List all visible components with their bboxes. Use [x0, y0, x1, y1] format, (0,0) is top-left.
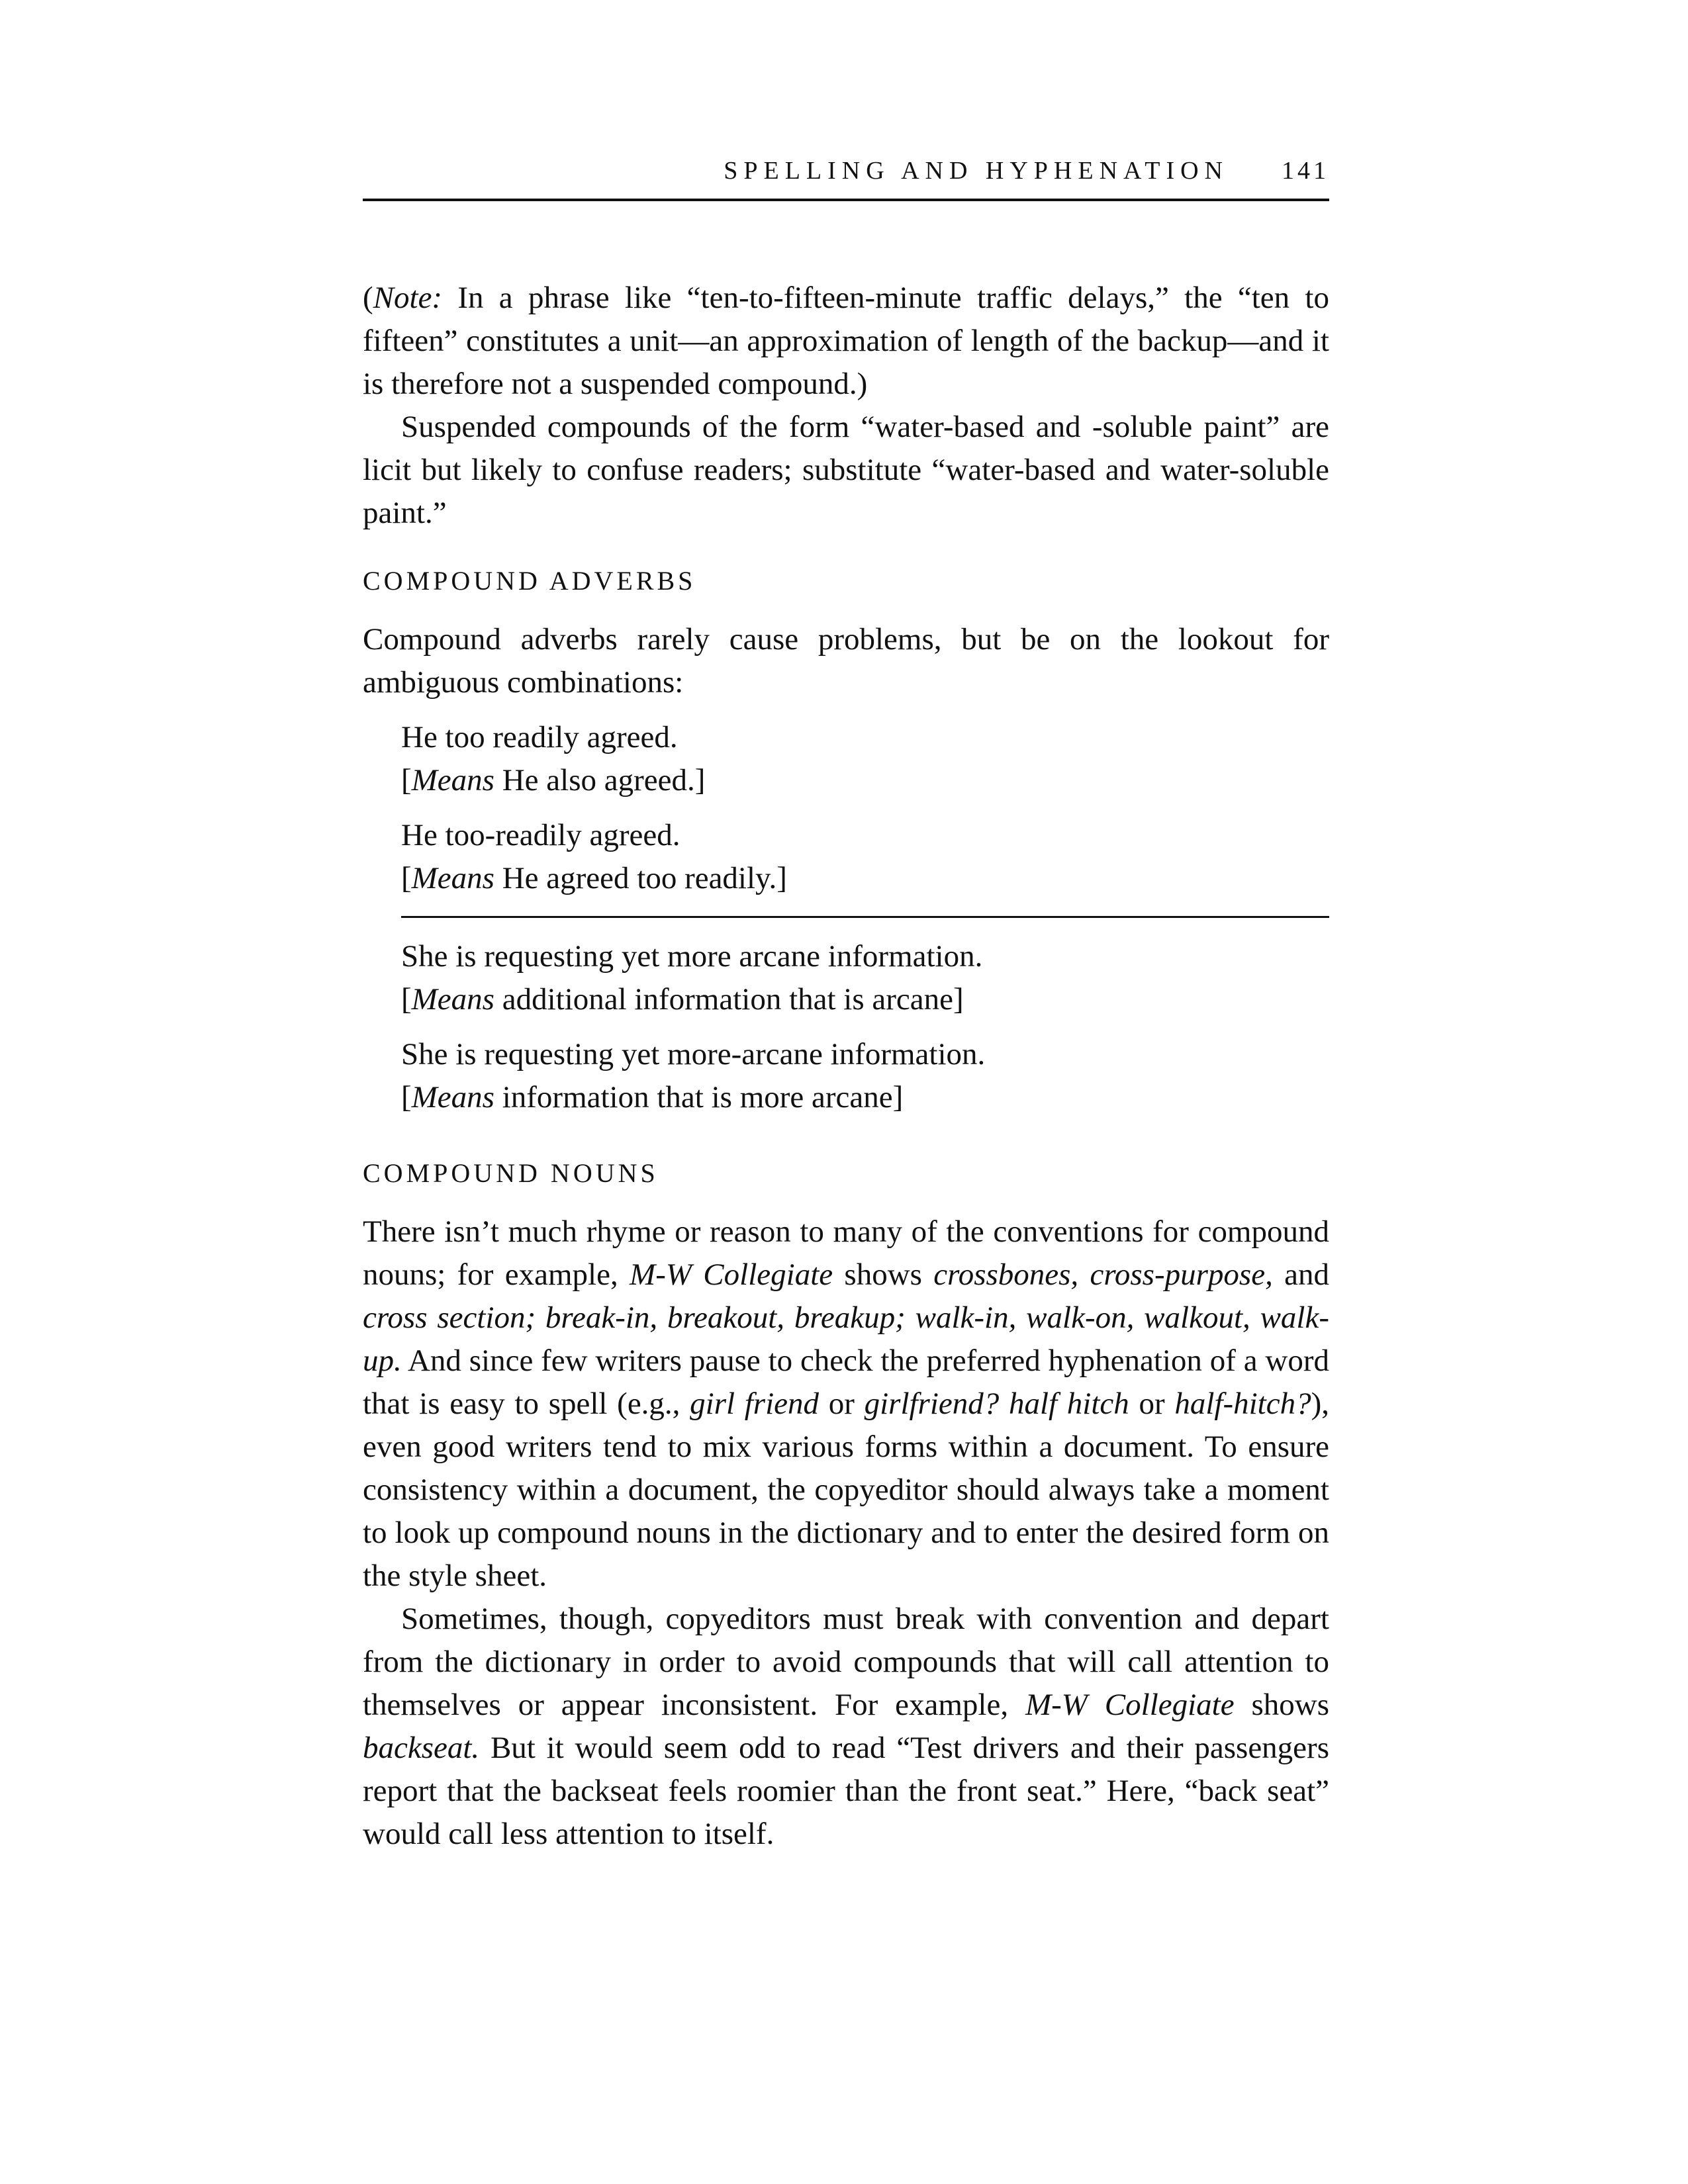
- section-heading-compound-nouns: COMPOUND NOUNS: [363, 1158, 659, 1188]
- nouns-paragraph-1: There isn’t much rhyme or reason to many of the conventions for compound nouns; for example, M-W Collegiate shows crossbones, cross-purpose, and cross section; break-in, breakout, breakup; walk-in, walk-on, walkout, walk-up. And since few writers pause to check the preferred hyphenation of a word that is easy to spell (e.g., girl friend or girlfriend? half hitch or half-hitch?), even good writers tend to mix various forms within a document. To ensure consistency within a document, the copyeditor should always take a moment to look up compound nouns in the dictionary and to enter the desired form on the style sheet.: [363, 1214, 1329, 1593]
- note-paragraph: (Note: In a phrase like “ten-to-fifteen-minute traffic delays,” the “ten to fifteen” constitutes a unit—an approximation of length of the backup—and it is therefore not a suspended compound.): [363, 281, 1329, 401]
- example-meaning: [Means information that is more arcane]: [401, 1080, 904, 1115]
- page-number: 141: [1282, 157, 1329, 185]
- section-heading-compound-adverbs: COMPOUND ADVERBS: [363, 566, 696, 596]
- example-divider-rule: [401, 916, 1329, 918]
- example-group: [363, 935, 1329, 1021]
- note-label: Note:: [373, 281, 443, 315]
- header-rule: [363, 199, 1329, 201]
- example-sentence: She is requesting yet more arcane information.: [401, 939, 983, 974]
- example-group: [363, 814, 1329, 900]
- body-text: [363, 277, 1329, 1856]
- example-sentence: He too-readily agreed.: [401, 818, 680, 852]
- example-sentence: She is requesting yet more-arcane information.: [401, 1037, 986, 1071]
- suspended-compounds-paragraph: Suspended compounds of the form “water-based and -soluble paint” are licit but likely to confuse readers; substitute “water-based and water-soluble paint.”: [363, 410, 1329, 530]
- example-group: [363, 1033, 1329, 1119]
- example-meaning: [Means He agreed too readily.]: [401, 861, 787, 895]
- adverbs-intro-paragraph: Compound adverbs rarely cause problems, but be on the lookout for ambiguous combinations:: [363, 622, 1329, 700]
- example-meaning: [Means additional information that is arcane]: [401, 982, 964, 1017]
- example-sentence: He too readily agreed.: [401, 720, 678, 754]
- running-head: [724, 156, 1329, 185]
- nouns-paragraph-2: Sometimes, though, copyeditors must break with convention and depart from the dictionary in order to avoid compounds that will call attention to themselves or appear inconsistent. For example, M-W Collegiate shows backseat. But it would seem odd to read “Test drivers and their passengers report that the backseat feels roomier than the front seat.” Here, “back seat” would call less attention to itself.: [363, 1602, 1330, 1851]
- example-group: [363, 716, 1329, 802]
- running-head-title: SPELLING AND HYPHENATION: [724, 157, 1229, 185]
- example-meaning: [Means He also agreed.]: [401, 763, 706, 797]
